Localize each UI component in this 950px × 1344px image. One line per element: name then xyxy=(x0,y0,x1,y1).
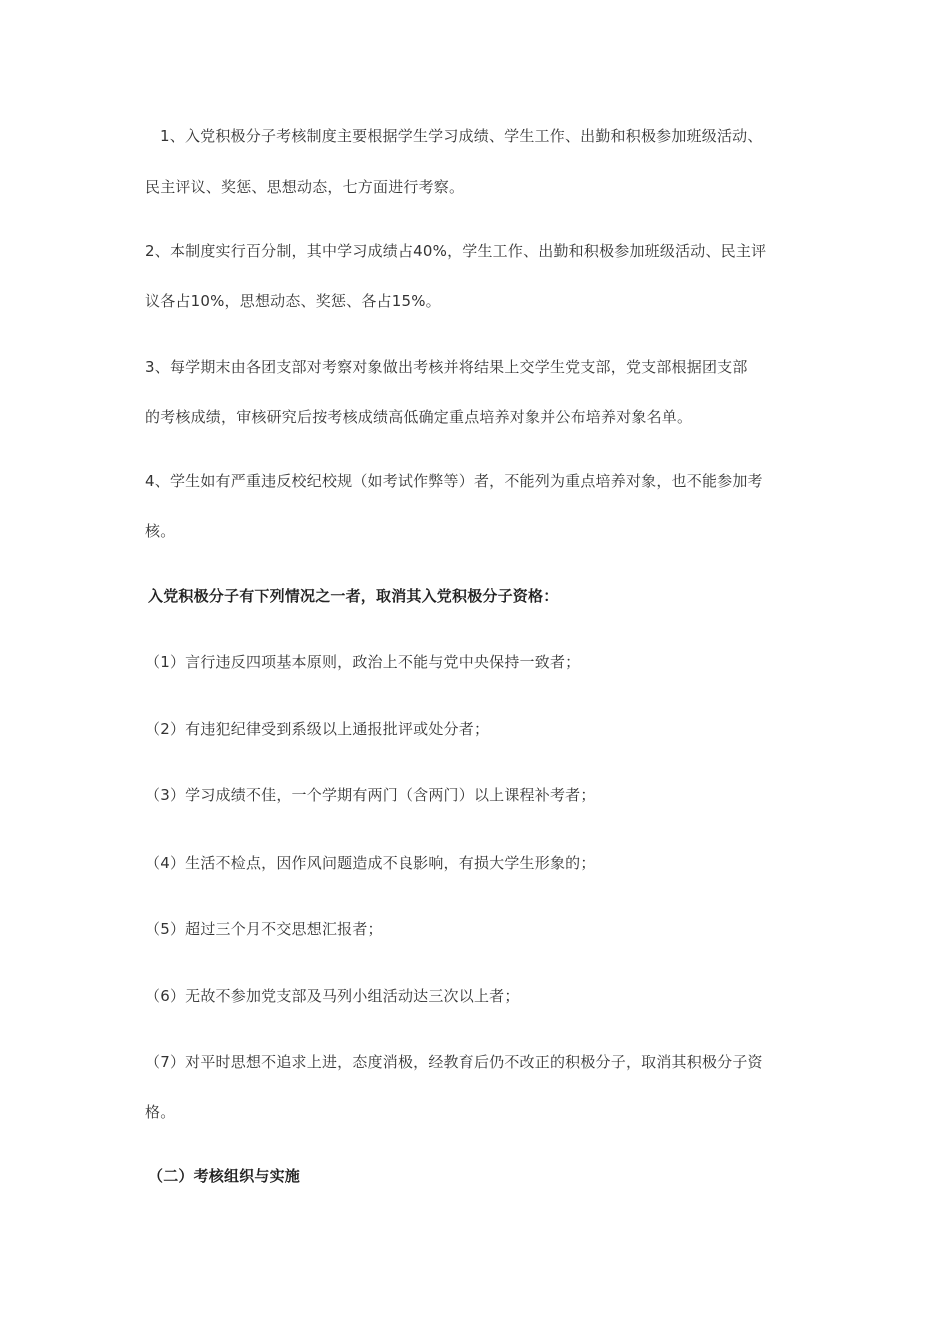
disqualify-item-7-line-2: 格。 xyxy=(145,1103,176,1121)
paragraph-3-line-1: 3、每学期末由各团支部对考察对象做出考核并将结果上交学生党支部，党支部根据团支部 xyxy=(145,358,748,376)
disqualify-item-5: （5）超过三个月不交思想汇报者； xyxy=(145,920,383,938)
paragraph-4-line-2: 核。 xyxy=(145,522,176,540)
paragraph-1-line-1: 1、入党积极分子考核制度主要根据学生学习成绩、学生工作、出勤和积极参加班级活动、 xyxy=(160,127,763,145)
paragraph-2-line-2: 议各占10%，思想动态、奖惩、各占15%。 xyxy=(145,292,441,310)
paragraph-4-line-1: 4、学生如有严重违反校纪校规（如考试作弊等）者，不能列为重点培养对象，也不能参加考 xyxy=(145,472,763,490)
disqualify-heading: 入党积极分子有下列情况之一者，取消其入党积极分子资格： xyxy=(148,587,559,605)
paragraph-1-line-2: 民主评议、奖惩、思想动态，七方面进行考察。 xyxy=(145,178,465,196)
disqualify-item-3: （3）学习成绩不佳，一个学期有两门（含两门）以上课程补考者； xyxy=(145,786,596,804)
disqualify-item-7-line-1: （7）对平时思想不追求上进，态度消极，经教育后仍不改正的积极分子，取消其积极分子资 xyxy=(145,1053,763,1071)
paragraph-2-line-1: 2、本制度实行百分制，其中学习成绩占40%，学生工作、出勤和积极参加班级活动、民主评 xyxy=(145,242,767,260)
disqualify-item-2: （2）有违犯纪律受到系级以上通报批评或处分者； xyxy=(145,720,490,738)
disqualify-item-6: （6）无故不参加党支部及马列小组活动达三次以上者； xyxy=(145,987,520,1005)
paragraph-3-line-2: 的考核成绩，审核研究后按考核成绩高低确定重点培养对象并公布培养对象名单。 xyxy=(145,408,693,426)
section-heading: （二）考核组织与实施 xyxy=(148,1167,301,1185)
disqualify-item-4: （4）生活不检点，因作风问题造成不良影响，有损大学生形象的； xyxy=(145,854,596,872)
disqualify-item-1: （1）言行违反四项基本原则，政治上不能与党中央保持一致者； xyxy=(145,653,581,671)
